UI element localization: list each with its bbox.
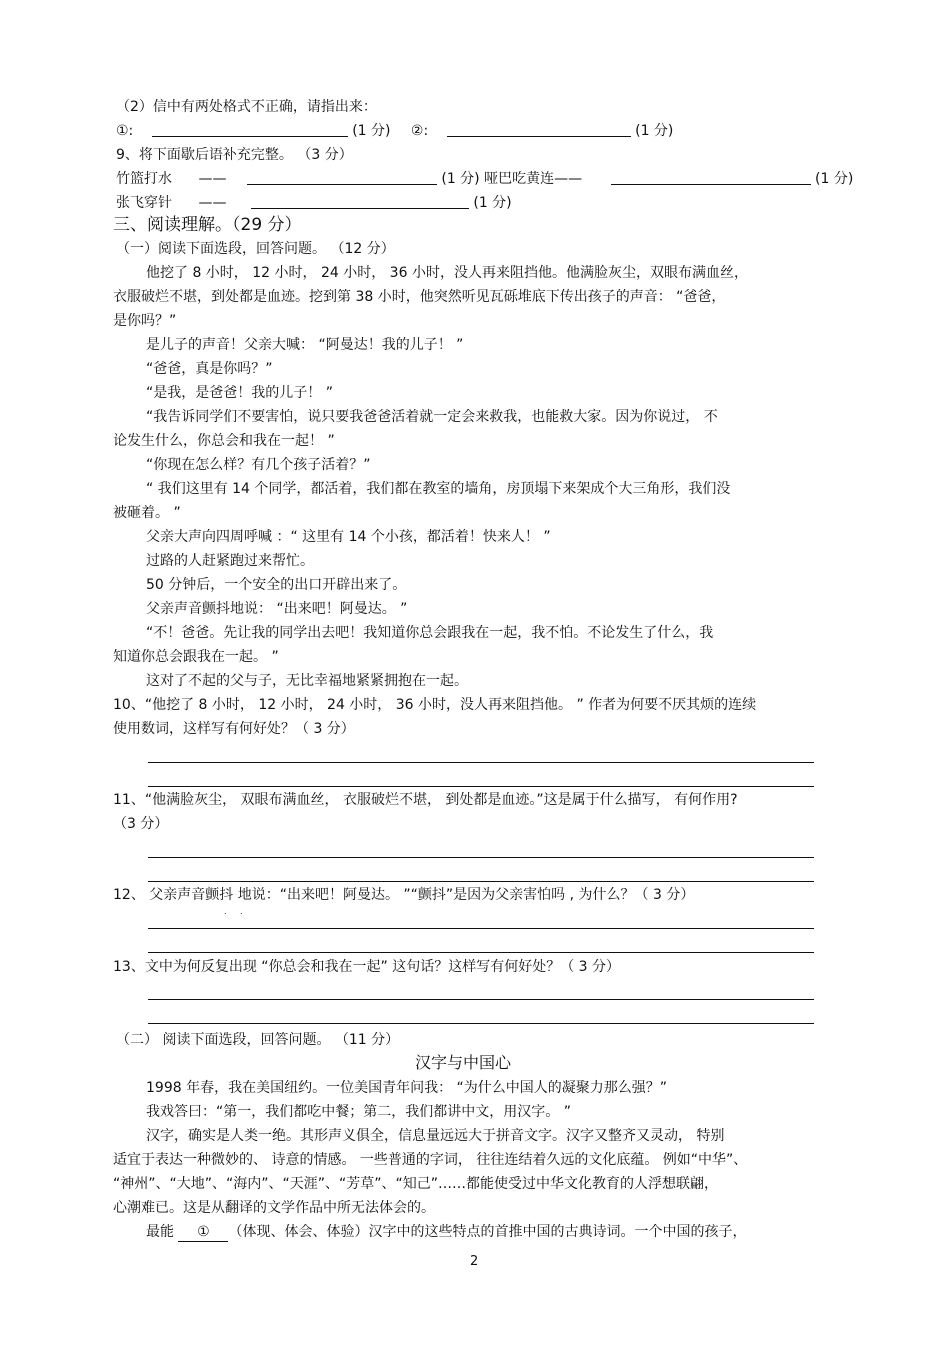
passage-2-last-pre: 最能 <box>146 1224 179 1240</box>
passage-1-line: 他挖了 8 小时， 12 小时， 24 小时， 36 小时，没人再来阻挡他。他满脸灰尘，双眼布满血丝， <box>146 265 748 281</box>
q8-2-answer-row <box>116 122 673 140</box>
section-3-heading: 三、阅读理解。（29 分） <box>113 215 302 235</box>
q8-2-marker-1: ①: <box>116 123 134 139</box>
passage-1-line: 被砸着。 ” <box>113 505 181 521</box>
passage-2-last-post: （体现、体会、体验）汉字中的这些特点的首推中国的古典诗词。一个中国的孩子， <box>228 1224 747 1240</box>
passage-1-line: “你现在怎么样？有几个孩子活着？” <box>146 457 371 473</box>
q10-line-1: 10、“他挖了 8 小时， 12 小时， 24 小时， 36 小时，没人再来阻挡他。 ” 作者为何要不厌其烦的连续 <box>113 697 757 713</box>
passage-1-line: “是我，是爸爸！我的儿子！ ” <box>146 385 333 401</box>
q13-answer-line[interactable] <box>148 1023 814 1024</box>
q9-c-front: 张飞穿针 <box>116 195 172 211</box>
q9-b-front: 哑巴吃黄连—— <box>484 171 583 187</box>
passage-1-line: 这对了不起的父与子，无比幸福地紧紧拥抱在一起。 <box>146 673 468 689</box>
q8-2-points-1: (1 分) <box>352 123 391 139</box>
passage-2-line: 适宜于表达一种微妙的、 诗意的情感。 一些普通的字词， 往往连结着久远的文化底蕴。 例如“中华”、 <box>113 1152 748 1168</box>
q11-line-1: 11、“他满脸灰尘， 双眼布满血丝， 衣服破烂不堪， 到处都是血迹。”这是属于什么描写， 有何作用? <box>113 792 738 808</box>
q12-line-1: 12、 父亲声音颤抖 地说：“出来吧！阿曼达。 ”“颤抖”是因为父亲害怕吗 , 为什么？（ 3 分） <box>113 887 695 903</box>
q9-c-dash: —— <box>198 195 227 211</box>
passage-2-line: 汉字，确实是人类一绝。其形声义俱全，信息量远远大于拼音文字。汉字又整齐又灵动， 特别 <box>146 1128 725 1144</box>
q8-2-prompt: （2）信中有两处格式不正确，请指出来： <box>116 99 377 115</box>
q9-a-points: (1 分) <box>441 171 480 187</box>
passage-2-last-line <box>146 1223 746 1242</box>
passage-1-line: 50 分钟后，一个安全的出口开辟出来了。 <box>146 577 407 593</box>
q13-answer-line[interactable] <box>148 999 814 1000</box>
q12-answer-line[interactable] <box>148 952 814 953</box>
passage-1-line: 父亲声音颤抖地说： “出来吧！阿曼达。 ” <box>146 601 408 617</box>
q8-2-points-2: (1 分) <box>635 123 674 139</box>
passage-2-title: 汉字与中国心 <box>415 1053 512 1072</box>
passage-1-intro: （一）阅读下面选段，回答问题。 （12 分） <box>116 241 395 257</box>
q10-answer-line[interactable] <box>148 762 814 763</box>
passage-1-line: 知道你总会跟我在一起。 ” <box>113 649 279 665</box>
q11-answer-line[interactable] <box>148 857 814 858</box>
q8-2-blank-1[interactable] <box>152 122 348 137</box>
q9-c-blank[interactable] <box>251 194 469 209</box>
q9-b-blank[interactable] <box>611 170 811 185</box>
q11-line-2: （3 分） <box>113 816 169 832</box>
passage-1-line: 是你吗？” <box>113 313 177 329</box>
passage-2-intro: （二） 阅读下面选段，回答问题。 （11 分） <box>116 1032 400 1048</box>
q9-row-2 <box>116 194 512 212</box>
q8-2-blank-2[interactable] <box>447 122 631 137</box>
q10-answer-line[interactable] <box>148 786 814 787</box>
q9-a-front: 竹篮打水 <box>116 171 172 187</box>
q9-b-points: (1 分) <box>815 171 854 187</box>
passage-2-line: 心潮难已。这是从翻译的文学作品中所无法体会的。 <box>113 1200 435 1216</box>
emphasis-dot: . <box>240 907 243 916</box>
q13-line-1: 13、文中为何反复出现 “你总会和我在一起” 这句话？这样写有何好处？（ 3 分） <box>113 959 621 975</box>
passage-1-line: 论发生什么，你总会和我在一起！ ” <box>113 433 335 449</box>
passage-1-line: “爸爸，真是你吗？” <box>146 361 273 377</box>
q11-answer-line[interactable] <box>148 881 814 882</box>
passage-1-line: “ 我们这里有 14 个同学，都活着，我们都在教室的墙角，房顶塌下来架成个大三角形，我们没 <box>146 481 731 497</box>
q12-answer-line[interactable] <box>148 928 814 929</box>
passage-2-blank-1[interactable]: ① <box>178 1223 228 1242</box>
q9-c-points: (1 分) <box>473 195 512 211</box>
q10-line-2: 使用数词，这样写有何好处？（ 3 分） <box>113 721 355 737</box>
passage-1-line: “不！爸爸。先让我的同学出去吧！我知道你总会跟我在一起，我不怕。不论发生了什么，我 <box>146 625 714 641</box>
passage-2-line: 1998 年春，我在美国纽约。一位美国青年问我： “为什么中国人的凝聚力那么强？” <box>146 1080 668 1096</box>
q8-2-marker-2: ②: <box>410 123 429 139</box>
passage-1-line: 是儿子的声音！父亲大喊： “阿曼达！我的儿子！ ” <box>146 337 464 353</box>
q9-a-dash: —— <box>198 171 227 187</box>
q9-a-blank[interactable] <box>247 170 437 185</box>
passage-1-line: 父亲大声向四周呼喊 ：“ 这里有 14 个小孩，都活着！快来人！ ” <box>146 529 551 545</box>
q9-row-1 <box>116 170 853 188</box>
passage-1-line: 过路的人赶紧跑过来帮忙。 <box>146 553 314 569</box>
q9-prompt: 9、将下面歇后语补充完整。 （3 分） <box>116 147 353 163</box>
passage-1-line: “我告诉同学们不要害怕，说只要我爸爸活着就一定会来救我，也能救大家。因为你说过， 不 <box>146 409 718 425</box>
passage-2-line: 我戏答曰：“第一，我们都吃中餐；第二，我们都讲中文，用汉字。 ” <box>146 1104 571 1120</box>
passage-2-line: “神州”、“大地”、“海内”、“天涯”、“芳草”、“知己”……都能使受过中华文化教育的人浮想联翩， <box>113 1176 719 1192</box>
passage-1-line: 衣服破烂不堪，到处都是血迹。挖到第 38 小时，他突然听见瓦砾堆底下传出孩子的声音： “爸爸， <box>113 289 726 305</box>
page-number: 2 <box>470 1254 479 1269</box>
emphasis-dot: . <box>224 907 227 916</box>
